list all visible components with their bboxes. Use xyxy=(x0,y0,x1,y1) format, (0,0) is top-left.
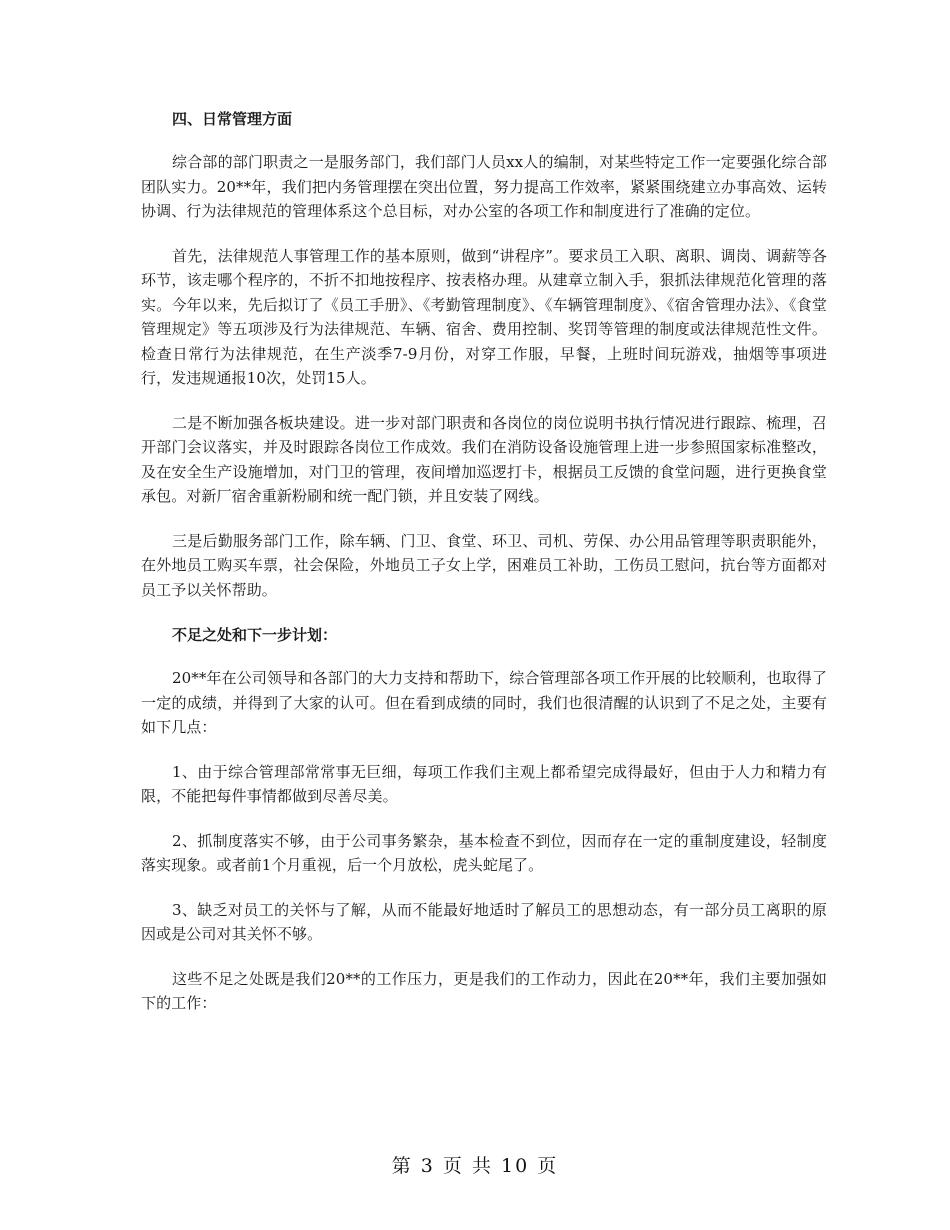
page-number-footer: 第 3 页 共 10 页 xyxy=(391,1155,559,1177)
paragraph-next-year-plan: 这些不足之处既是我们20**的工作压力，更是我们的工作动力，因此在20**年，我们主要加强如下的工作： xyxy=(141,969,827,1012)
paragraph-year-summary: 20**年在公司领导和各部门的大力支持和帮助下，综合管理部各项工作开展的比较顺利，也取得了一定的成绩，并得到了大家的认可。但在看到成绩的同时，我们也很清醒的认识到了不足之处，主要有如下几点： xyxy=(141,669,827,736)
paragraph-personnel-procedures: 首先，法律规范人事管理工作的基本原则，做到“讲程序”。要求员工入职、离职、调岗、调薪等各环节，该走哪个程序的，不折不扣地按程序、按表格办理。从建章立制入手，狠抓法律规范化管理的落实。今年以来，先后拟订了《员工手册》、《考勤管理制度》、《车辆管理制度》、《宿舍管理办法》、《食堂管理规定》等五项涉及行为法律规范、车辆、宿舍、费用控制、奖罚等管理的制度或法律规范性文件。检查日常行为法律规范，在生产淡季7-9月份，对穿工作服，早餐，上班时间玩游戏，抽烟等事项进行，发违规通报10次，处罚15人。 xyxy=(141,246,827,387)
paragraph-shortcoming-3: 3、缺乏对员工的关怀与了解，从而不能最好地适时了解员工的思想动态，有一部分员工离职的原因或是公司对其关怀不够。 xyxy=(141,900,827,943)
paragraph-module-construction: 二是不断加强各板块建设。进一步对部门职责和各岗位的岗位说明书执行情况进行跟踪、梳理，召开部门会议落实，并及时跟踪各岗位工作成效。我们在消防设备设施管理上进一步参照国家标准整改，及在安全生产设施增加，对门卫的管理，夜间增加巡逻打卡，根据员工反馈的食堂问题，进行更换食堂承包。对新厂宿舍重新粉刷和统一配门锁，并且安装了网线。 xyxy=(141,413,827,505)
section-heading-shortcomings: 不足之处和下一步计划： xyxy=(172,626,338,644)
paragraph-logistics-services: 三是后勤服务部门工作，除车辆、门卫、食堂、环卫、司机、劳保、办公用品管理等职责职能外，在外地员工购买车票，社会保险，外地员工子女上学，困难员工补助，工伤员工慰问，抗台等方面都对员工予以关怀帮助。 xyxy=(141,531,827,599)
paragraph-department-duties: 综合部的部门职责之一是服务部门，我们部门人员xx人的编制，对某些特定工作一定要强化综合部团队实力。20**年，我们把内务管理摆在突出位置，努力提高工作效率，紧紧围绕建立办事高效、运转协调、行为法律规范的管理体系这个总目标，对办公室的各项工作和制度进行了准确的定位。 xyxy=(141,153,827,220)
section-heading-daily-management: 四、日常管理方面 xyxy=(172,110,293,128)
paragraph-shortcoming-2: 2、抓制度落实不够，由于公司事务繁杂，基本检查不到位，因而存在一定的重制度建设，轻制度落实现象。或者前1个月重视，后一个月放松，虎头蛇尾了。 xyxy=(141,831,827,874)
paragraph-shortcoming-1: 1、由于综合管理部常常事无巨细，每项工作我们主观上都希望完成得最好，但由于人力和精力有限，不能把每件事情都做到尽善尽美。 xyxy=(141,762,827,805)
document-body xyxy=(141,106,827,1036)
